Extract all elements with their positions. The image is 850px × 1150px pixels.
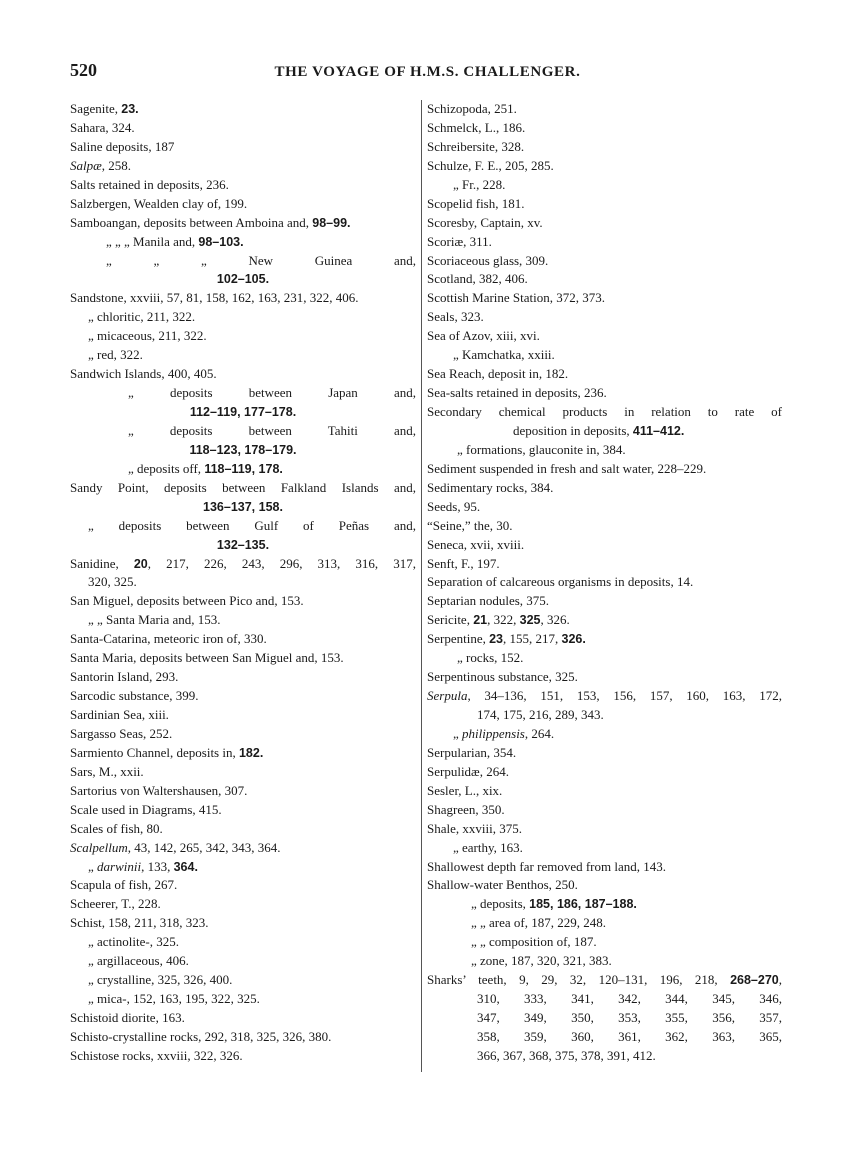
entry-text: Salts retained in deposits, 236.	[70, 176, 229, 192]
entry-text: Sagenite,	[70, 101, 122, 116]
entry-text: Sargasso Seas, 252.	[70, 725, 173, 741]
entry-text: Septarian nodules, 375.	[427, 593, 550, 609]
index-entry	[427, 782, 782, 801]
entry-text: 136–137, 158.	[203, 499, 283, 514]
entry-text: darwinii	[97, 858, 142, 874]
entry-text: 174, 175, 216, 289, 343.	[477, 707, 604, 722]
entry-text: „ „ Santa Maria and, 153.	[88, 612, 221, 628]
entry-text: , 217, 226, 243, 296, 313, 316, 317,	[147, 555, 417, 571]
entry-text: Secondary chemical products in relation to rate of	[427, 404, 782, 419]
index-entry	[427, 270, 782, 289]
entry-text: „ zone, 187, 320, 321, 383.	[471, 953, 612, 969]
entry-text: Sahara, 324.	[70, 119, 135, 135]
index-entry	[427, 100, 782, 119]
index-entry	[70, 403, 416, 422]
index-entry	[70, 971, 416, 990]
entry-text: „ argillaceous, 406.	[88, 953, 189, 969]
entry-text: „ Fr., 228.	[453, 176, 506, 192]
entry-text: Scalpellum	[70, 839, 128, 855]
entry-text: 118–123, 178–179.	[189, 442, 297, 457]
index-entry	[427, 555, 782, 574]
entry-text: „ micaceous, 211, 322.	[88, 328, 207, 344]
index-entry	[427, 195, 782, 214]
index-entry	[70, 555, 416, 574]
entry-text: „ deposits,	[471, 896, 530, 912]
entry-text: 112–119, 177–178.	[189, 405, 297, 419]
index-entry	[70, 820, 416, 839]
index-entry	[427, 138, 782, 157]
entry-text: Sarmiento Channel, deposits in,	[70, 744, 239, 760]
entry-text: Salpæ	[70, 157, 102, 173]
index-entry	[427, 536, 782, 555]
entry-text: 358, 359, 360, 361, 362, 363, 365,	[477, 1028, 782, 1044]
entry-text: „	[88, 858, 98, 874]
entry-text: Scoriæ, 311.	[427, 233, 492, 249]
entry-text: Schistoid diorite, 163.	[70, 1010, 185, 1025]
entry-text: Scapula of fish, 267.	[70, 877, 178, 893]
index-entry	[70, 157, 416, 176]
entry-text: Sharks’ teeth, 9, 29, 32, 120–131, 196, 218,	[427, 972, 731, 988]
index-entry	[427, 611, 782, 630]
index-entry	[70, 460, 416, 479]
entry-text: , 133,	[141, 858, 174, 874]
index-entry	[70, 308, 416, 327]
index-entry	[70, 100, 416, 119]
index-entry	[427, 233, 782, 252]
index-entry	[427, 801, 782, 820]
entry-text: 320, 325.	[88, 574, 137, 590]
index-entry	[427, 990, 782, 1009]
index-entry	[70, 346, 416, 365]
column-divider	[421, 100, 422, 1072]
index-entry	[427, 858, 782, 877]
index-entry	[427, 289, 782, 308]
entry-text: „ formations, glauconite in, 384.	[457, 441, 626, 457]
entry-text: Scotland, 382, 406.	[427, 271, 528, 287]
index-entry	[70, 214, 416, 233]
entry-text: Senft, F., 197.	[427, 555, 500, 571]
entry-text: , 326.	[540, 612, 570, 628]
index-entry	[70, 422, 416, 441]
index-entry	[70, 801, 416, 820]
entry-text: „ deposits between Gulf of Peñas and,	[88, 517, 416, 533]
entry-text: 182.	[238, 745, 264, 760]
entry-text: Scopelid fish, 181.	[427, 195, 525, 211]
entry-text: Seals, 323.	[427, 309, 484, 325]
index-entry	[70, 498, 416, 517]
entry-text: Sandy Point, deposits between Falkland Islands and,	[70, 479, 416, 495]
entry-text: Scheerer, T., 228.	[70, 896, 161, 912]
entry-text: Shallow-water Benthos, 250.	[427, 877, 578, 893]
entry-text: 23.	[121, 102, 139, 116]
entry-text: Seneca, xvii, xviii.	[427, 536, 525, 552]
entry-text: Schist, 158, 211, 318, 323.	[70, 915, 209, 931]
entry-text: deposition in deposits,	[513, 422, 633, 438]
entry-text: 366, 367, 368, 375, 378, 391, 412.	[477, 1047, 656, 1063]
index-entry	[427, 971, 782, 990]
entry-text: Scoriaceous glass, 309.	[427, 252, 549, 268]
entry-text: 132–135.	[216, 537, 270, 552]
entry-text: „ chloritic, 211, 322.	[88, 309, 196, 325]
entry-text: 185, 186, 187–188.	[529, 897, 637, 912]
index-entry	[70, 573, 416, 592]
index-entry	[427, 479, 782, 498]
entry-text: „ „ „ New Guinea and,	[106, 252, 416, 268]
entry-text: , 34–136, 151, 153, 156, 157, 160, 163, 172,	[467, 688, 782, 704]
entry-text: Schreibersite, 328.	[427, 138, 525, 154]
index-entry	[427, 763, 782, 782]
entry-text: Sars, M., xxii.	[70, 763, 144, 779]
entry-text: Scale used in Diagrams, 415.	[70, 801, 222, 817]
entry-text: Santa Maria, deposits between San Miguel and, 153.	[70, 650, 344, 666]
index-entry	[70, 270, 416, 289]
running-title: THE VOYAGE OF H.M.S. CHALLENGER.	[274, 64, 581, 80]
index-entry	[70, 176, 416, 195]
index-entry	[70, 914, 416, 933]
entry-text: Serpentinous substance, 325.	[427, 669, 578, 685]
entry-text: Schmelck, L., 186.	[427, 119, 526, 135]
entry-text: Serpularian, 354.	[427, 744, 517, 760]
index-entry	[70, 233, 416, 252]
entry-text: Sediment suspended in fresh and salt water, 228–229.	[427, 460, 707, 476]
entry-text: , 258.	[101, 157, 132, 173]
index-entry	[427, 573, 782, 592]
index-entry	[427, 119, 782, 138]
index-entry	[427, 214, 782, 233]
entry-text: „ „ area of, 187, 229, 248.	[471, 915, 607, 931]
entry-text: „ Kamchatka, xxiii.	[453, 347, 555, 363]
entry-text: Serpula	[427, 688, 468, 704]
index-entry	[427, 460, 782, 479]
entry-text: , 43, 142, 265, 342, 343, 364.	[127, 839, 281, 855]
index-entry	[70, 1047, 416, 1066]
index-entry	[427, 157, 782, 176]
entry-text: 21	[473, 613, 488, 628]
entry-text: 20	[133, 556, 148, 571]
index-entry	[70, 517, 416, 536]
index-entry	[427, 876, 782, 895]
index-entry	[427, 952, 782, 971]
index-entry	[70, 763, 416, 782]
entry-text: 364.	[173, 859, 198, 874]
index-entry	[70, 933, 416, 952]
index-entry	[427, 933, 782, 952]
entry-text: Scottish Marine Station, 372, 373.	[427, 290, 606, 306]
index-entry	[70, 1009, 416, 1028]
entry-text: Sericite,	[427, 612, 474, 628]
entry-text: Sea Reach, deposit in, 182.	[427, 366, 569, 382]
entry-text: Shale, xxviii, 375.	[427, 820, 522, 836]
index-entry	[427, 592, 782, 611]
entry-text: „	[453, 725, 463, 741]
index-entry	[70, 384, 416, 403]
index-column-left	[70, 100, 416, 1066]
index-entry	[70, 895, 416, 914]
index-entry	[70, 876, 416, 895]
index-entry	[70, 725, 416, 744]
entry-text: „ „ „ Manila and,	[106, 233, 199, 249]
index-entry	[70, 687, 416, 706]
entry-text: „ mica-, 152, 163, 195, 322, 325.	[88, 991, 260, 1007]
entry-text: „ deposits between Tahiti and,	[128, 422, 416, 438]
entry-text: philippensis	[462, 725, 525, 741]
entry-text: , 322,	[487, 612, 520, 628]
entry-text: “Seine,” the, 30.	[427, 517, 513, 533]
entry-text: Schulze, F. E., 205, 285.	[427, 157, 554, 173]
entry-text: „ earthy, 163.	[453, 839, 523, 855]
index-entry	[70, 119, 416, 138]
entry-text: Schistose rocks, xxviii, 322, 326.	[70, 1047, 243, 1063]
entry-text: 23	[489, 632, 503, 647]
entry-text: Salzbergen, Wealden clay of, 199.	[70, 195, 248, 211]
entry-text: 268–270	[730, 973, 779, 988]
index-entry	[70, 744, 416, 763]
index-entry	[70, 365, 416, 384]
entry-text: „ „ composition of, 187.	[471, 934, 597, 950]
index-entry	[70, 479, 416, 498]
index-entry	[427, 895, 782, 914]
entry-text: Sardinian Sea, xiii.	[70, 707, 169, 722]
index-entry	[70, 1028, 416, 1047]
index-entry	[70, 630, 416, 649]
index-entry	[427, 498, 782, 517]
entry-text: Sartorius von Waltershausen, 307.	[70, 782, 248, 798]
index-entry	[427, 365, 782, 384]
entry-text: Serpentine,	[427, 631, 490, 647]
index-entry	[427, 422, 782, 441]
entry-text: „ rocks, 152.	[457, 650, 524, 666]
entry-text: 118–119, 178.	[204, 461, 283, 476]
entry-text: Schisto-crystalline rocks, 292, 318, 325, 326, 380.	[70, 1028, 332, 1044]
entry-text: „ red, 322.	[88, 347, 143, 363]
index-entry	[70, 668, 416, 687]
index-entry	[70, 536, 416, 555]
index-entry	[70, 441, 416, 460]
entry-text: 310, 333, 341, 342, 344, 345, 346,	[477, 991, 782, 1007]
entry-text: Sea of Azov, xiii, xvi.	[427, 328, 540, 344]
entry-text: „ actinolite-, 325.	[88, 934, 179, 950]
index-entry	[427, 176, 782, 195]
index-entry	[427, 384, 782, 403]
index-column-right	[427, 100, 782, 1066]
index-entry	[427, 517, 782, 536]
index-entry	[70, 782, 416, 801]
index-entry	[427, 649, 782, 668]
entry-text: 98–99.	[312, 215, 351, 230]
entry-text: Santorin Island, 293.	[70, 669, 179, 685]
index-entry	[70, 858, 416, 877]
entry-text: Serpulidæ, 264.	[427, 763, 509, 779]
entry-text: „ deposits off,	[128, 460, 205, 476]
index-entry	[427, 252, 782, 271]
entry-text: 325	[519, 613, 541, 628]
entry-text: Saline deposits, 187	[70, 138, 175, 154]
index-entry	[70, 592, 416, 611]
index-entry	[70, 990, 416, 1009]
index-entry	[70, 289, 416, 308]
index-entry	[427, 327, 782, 346]
entry-text: ,	[778, 972, 782, 988]
entry-text: Sarcodic substance, 399.	[70, 688, 199, 704]
index-entry	[427, 1028, 782, 1047]
index-entry	[427, 820, 782, 839]
index-entry	[70, 649, 416, 668]
entry-text: San Miguel, deposits between Pico and, 153.	[70, 593, 304, 609]
entry-text: 326.	[561, 632, 586, 647]
index-entry	[427, 346, 782, 365]
entry-text: Sanidine,	[70, 555, 134, 571]
entry-text: Scoresby, Captain, xv.	[427, 214, 543, 230]
entry-text: „ deposits between Japan and,	[128, 385, 416, 401]
index-entry	[427, 725, 782, 744]
index-entry	[427, 706, 782, 725]
entry-text: 411–412.	[632, 423, 685, 438]
index-entry	[427, 630, 782, 649]
index-entry	[427, 687, 782, 706]
index-entry	[70, 195, 416, 214]
index-entry	[70, 839, 416, 858]
entry-text: Sandwich Islands, 400, 405.	[70, 366, 217, 382]
entry-text: Sea-salts retained in deposits, 236.	[427, 385, 607, 401]
entry-text: Shallowest depth far removed from land, 143.	[427, 858, 666, 874]
entry-text: 102–105.	[216, 272, 270, 287]
entry-text: Samboangan, deposits between Amboina and,	[70, 214, 313, 230]
index-entry	[427, 403, 782, 422]
entry-text: Seeds, 95.	[427, 498, 481, 514]
entry-text: Schizopoda, 251.	[427, 101, 517, 116]
entry-text: Separation of calcareous organisms in deposits, 14.	[427, 574, 694, 590]
index-entry	[70, 327, 416, 346]
entry-text: 347, 349, 350, 353, 355, 356, 357,	[477, 1010, 782, 1025]
page-header	[70, 60, 785, 86]
entry-text: Sesler, L., xix.	[427, 782, 503, 798]
entry-text: Sandstone, xxviii, 57, 81, 158, 162, 163, 231, 322, 406.	[70, 290, 359, 306]
index-entry	[427, 1047, 782, 1066]
index-entry	[70, 138, 416, 157]
index-entry	[427, 441, 782, 460]
index-entry	[427, 1009, 782, 1028]
entry-text: Santa-Catarina, meteoric iron of, 330.	[70, 631, 267, 647]
entry-text: Scales of fish, 80.	[70, 820, 163, 836]
index-entry	[427, 744, 782, 763]
entry-text: , 155, 217,	[503, 631, 562, 647]
index-entry	[427, 668, 782, 687]
index-entry	[427, 914, 782, 933]
index-entry	[427, 308, 782, 327]
index-entry	[427, 839, 782, 858]
index-entry	[70, 952, 416, 971]
entry-text: Shagreen, 350.	[427, 801, 505, 817]
entry-text: „ crystalline, 325, 326, 400.	[88, 972, 233, 988]
page-number: 520	[70, 60, 97, 80]
entry-text: Sedimentary rocks, 384.	[427, 479, 554, 495]
entry-text: 98–103.	[198, 234, 244, 249]
index-entry	[70, 611, 416, 630]
index-entry	[70, 706, 416, 725]
entry-text: , 264.	[524, 725, 555, 741]
index-entry	[70, 252, 416, 271]
